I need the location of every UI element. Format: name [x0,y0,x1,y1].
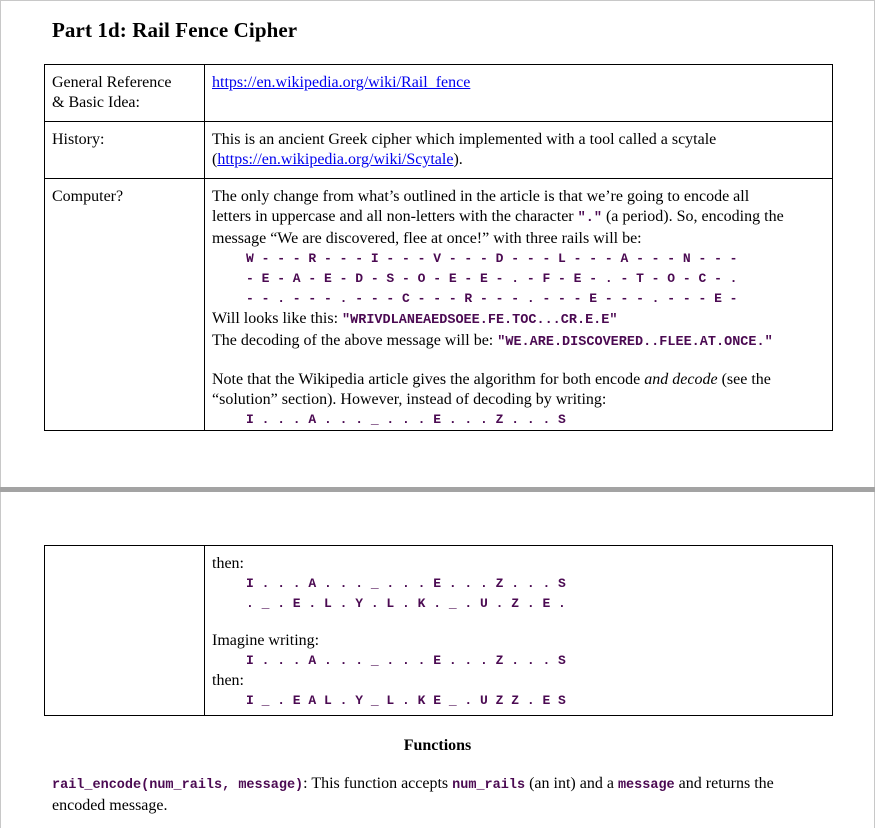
computer-label: Computer? [45,179,205,431]
computer-row [45,179,833,431]
continuation-table [44,545,833,716]
then-row-2: . _ . E . L . Y . L . K . _ . U . Z . E . [246,596,566,611]
reference-label: General Reference & Basic Idea: [45,65,205,122]
page-title: Part 1d: Rail Fence Cipher [52,18,298,42]
functions-heading: Functions [403,737,472,754]
period-code: "." [577,211,602,226]
rail-row-2: - E - A - E - D - S - O - E - E - . - F - E - . - T - O - C - . [246,271,738,286]
rail-fence-link[interactable]: https://en.wikipedia.org/wiki/Rail_fence [212,74,471,91]
history-value: This is an ancient Greek cipher which implemented with a tool called a scytale (https://en.wikipedia.org/wiki/Scytale). [205,122,833,179]
message-code: message [617,778,675,793]
computer-value: The only change from what’s outlined in the article is that we’re going to encode all letters in uppercase and all non-letters with the character "." (a period). So, encoding the message “We are discovered, flee at once!” with three rails will be: W - - - R - - - I - - - V - - - D - - - L - - - A - - - N - - - - E - A - E - D - S - O - E - E - . - F - E - . - T - O - C - . - - . - - - . - - - C - - - R - - - . - - - E - - - . - - - E - Will looks like this: "WRIVDLANEAEDSOEE.FE.TOC...CR.E.E" The decoding of the above message will be: "WE.ARE.DISCOVERED..FLEE.AT.ONCE." Note that the Wikipedia article gives the algorithm for both encode and decode (see the “solution” section). However, instead of decoding by writing: I . . . A . . . _ . . . E . . . Z . . . S [205,179,833,431]
encoded-output-code: "WRIVDLANEAEDSOEE.FE.TOC...CR.E.E" [342,313,618,328]
rail-row-3: - - . - - - . - - - C - - - R - - - . - - - E - - - . - - - E - [246,291,738,306]
continuation-label [45,546,205,716]
then-row-1: I . . . A . . . _ . . . E . . . Z . . . S [246,576,566,591]
reference-row [45,65,833,122]
info-table [44,64,833,431]
reference-value [205,65,833,122]
imagine-row: I . . . A . . . _ . . . E . . . Z . . . S [246,653,566,668]
function-signature: rail_encode(num_rails, message) [52,778,304,793]
scytale-link[interactable]: https://en.wikipedia.org/wiki/Scytale [217,151,454,168]
continuation-value: then: I . . . A . . . _ . . . E . . . Z . . . S . _ . E . L . Y . L . K . _ . U . Z . E . Imagine writing: I . . . A . . . _ . . . E . . . Z . . . S then: I _ . E A L . Y _ L . K E _ . U Z Z . E S [205,546,833,716]
continuation-row [45,546,833,716]
num-rails-code: num_rails [452,778,526,793]
function-description: rail_encode(num_rails, message): This function accepts num_rails (an int) and a message and returns the encoded message. [52,775,774,814]
writing-row: I . . . A . . . _ . . . E . . . Z . . . S [246,412,566,427]
history-label: History: [45,122,205,179]
then2-row: I _ . E A L . Y _ L . K E _ . U Z Z . E S [246,693,566,708]
decoded-output-code: "WE.ARE.DISCOVERED..FLEE.AT.ONCE." [497,335,773,350]
rail-row-1: W - - - R - - - I - - - V - - - D - - - L - - - A - - - N - - - [246,251,738,266]
history-row [45,122,833,179]
